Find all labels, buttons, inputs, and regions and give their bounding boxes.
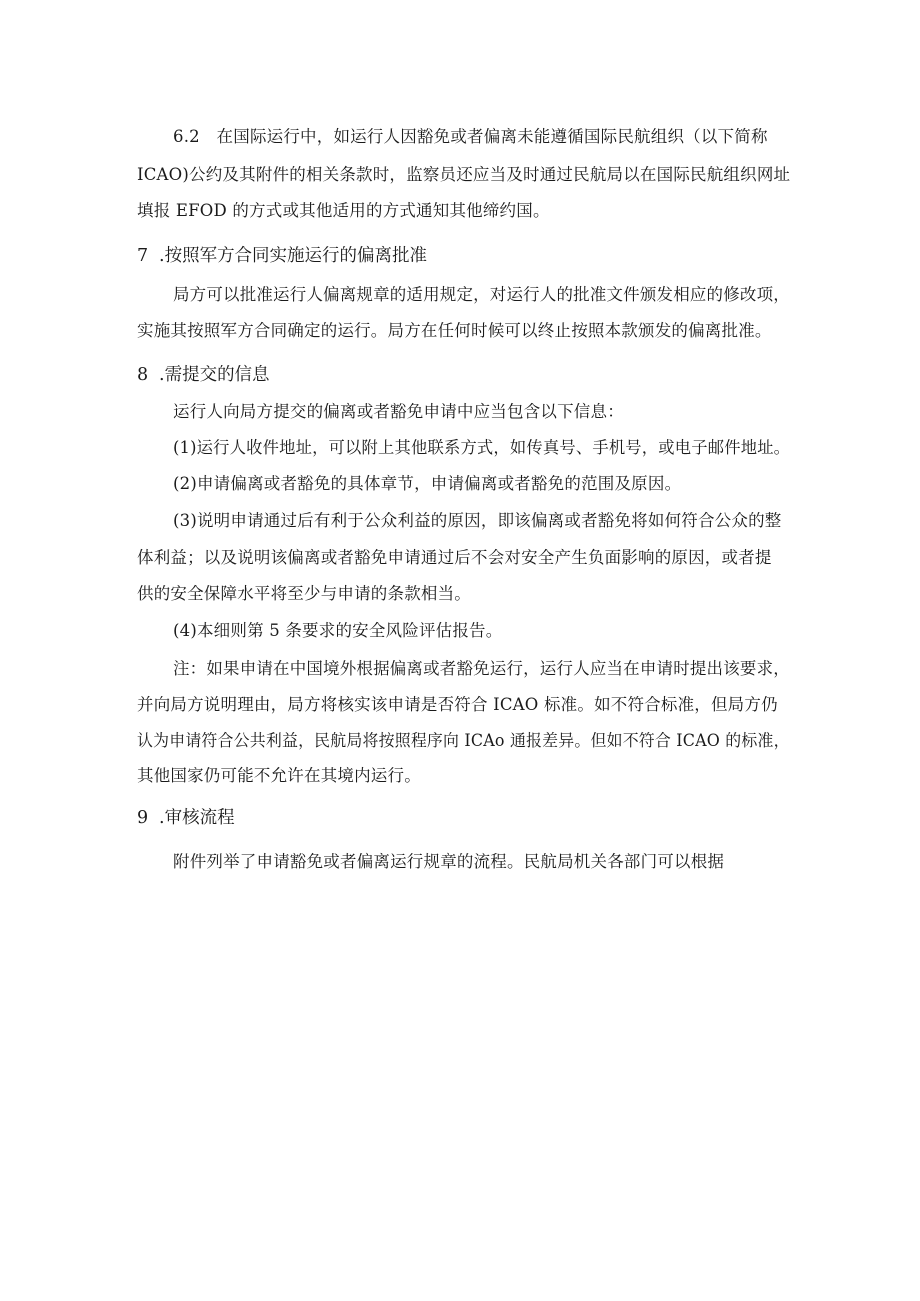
section-8-item-2: (2)申请偏离或者豁免的具体章节，申请偏离或者豁免的范围及原因。 (173, 474, 682, 493)
section-8-intro: 运行人向局方提交的偏离或者豁免申请中应当包含以下信息： (173, 402, 624, 421)
section-8-note-line-4: 其他国家仍可能不允许在其境内运行。 (137, 766, 421, 785)
section-9-title: .审核流程 (159, 808, 235, 828)
section-8-note-line-1: 注：如果申请在中国境外根据偏离或者豁免运行，运行人应当在申请时提出该要求， (173, 659, 790, 678)
section-8-title: .需提交的信息 (159, 365, 270, 385)
section-8-item-3-line-2: 体利益；以及说明该偏离或者豁免申请通过后不会对安全产生负面影响的原因，或者提 (137, 548, 772, 567)
section-6-2-line-2: ICAO)公约及其附件的相关条款时，监察员还应当及时通过民航局以在国际民航组织网址 (137, 165, 791, 184)
section-8-item-4: (4)本细则第 5 条要求的安全风险评估报告。 (173, 621, 503, 640)
section-7-para-line-2: 实施其按照军方合同确定的运行。局方在任何时候可以终止按照本款颁发的偏离批准。 (137, 321, 772, 340)
section-8-item-3-line-1: (3)说明申请通过后有利于公众利益的原因，即该偏离或者豁免将如何符合公众的整 (173, 511, 782, 530)
section-8-heading (137, 362, 270, 388)
section-7-para-line-1: 局方可以批准运行人偏离规章的适用规定，对运行人的批准文件颁发相应的修改项， (173, 285, 790, 304)
section-9-heading (137, 805, 235, 831)
section-6-2-line-1: 6.2 在国际运行中，如运行人因豁免或者偏离未能遵循国际民航组织（以下简称 (173, 127, 768, 146)
section-8-number: 8 (137, 365, 149, 385)
section-7-title: .按照军方合同实施运行的偏离批准 (159, 246, 428, 266)
section-8-note-line-3: 认为申请符合公共利益，民航局将按照程序向 ICAo 通报差异。但如不符合 ICAO 的标准， (137, 731, 790, 750)
section-7-heading (137, 243, 427, 269)
section-6-2-line-3: 填报 EFOD 的方式或其他适用的方式通知其他缔约国。 (137, 201, 550, 220)
section-9-para-line-1: 附件列举了申请豁免或者偏离运行规章的流程。民航局机关各部门可以根据 (173, 852, 725, 871)
section-8-item-3-line-3: 供的安全保障水平将至少与申请的条款相当。 (137, 584, 471, 603)
section-7-number: 7 (137, 246, 149, 266)
section-8-item-1: (1)运行人收件地址，可以附上其他联系方式，如传真号、手机号，或电子邮件地址。 (173, 438, 791, 457)
section-9-number: 9 (137, 808, 149, 828)
section-8-note-line-2: 并向局方说明理由，局方将核实该申请是否符合 ICAO 标准。如不符合标准，但局方仍 (137, 695, 778, 714)
